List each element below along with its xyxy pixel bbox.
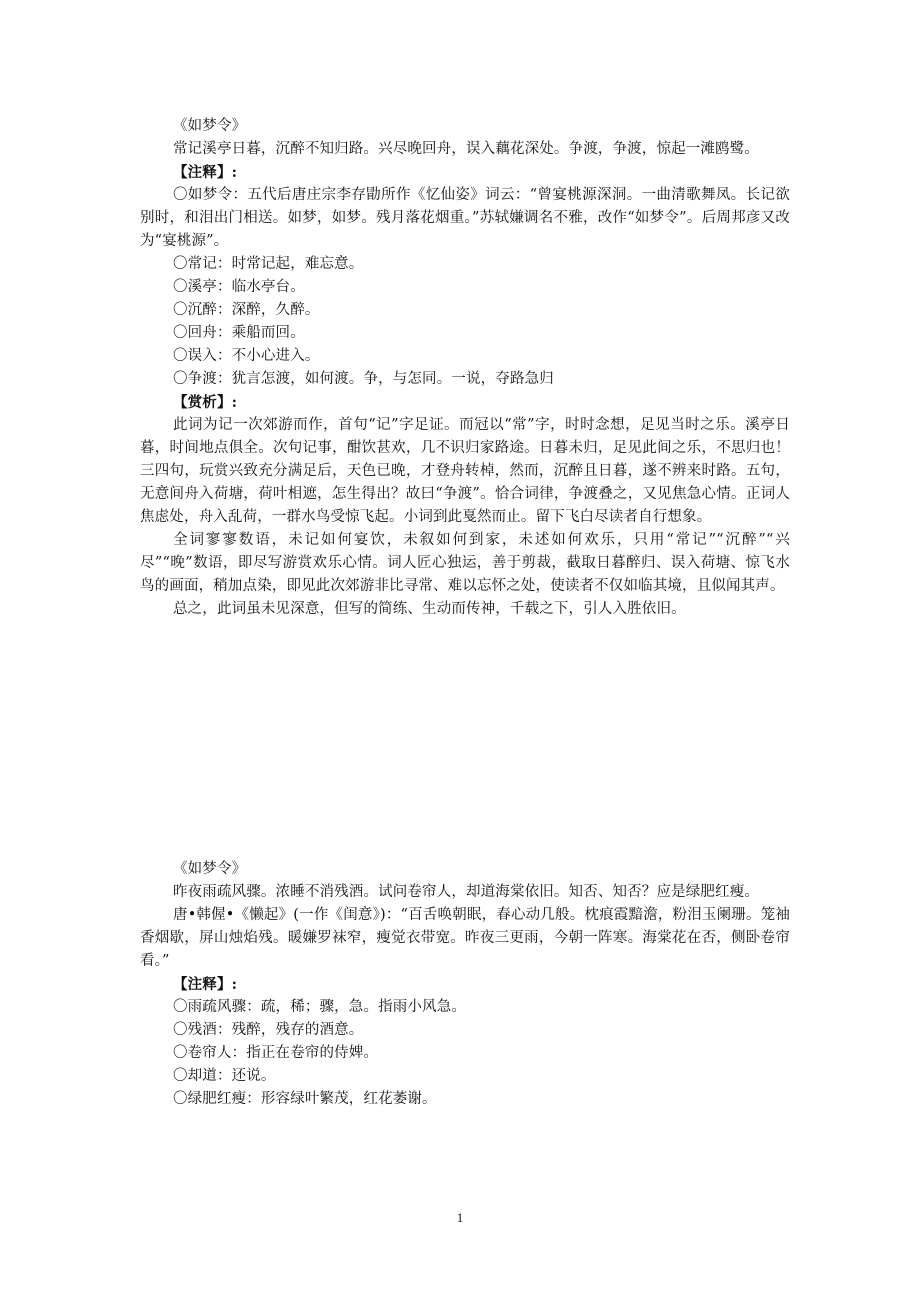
note-item: 〇如梦令：五代后唐庄宗李存勖所作《忆仙姿》词云：“曾宴桃源深洞。一曲清歌舞凤。长记欲别时，和泪出门相送。如梦，如梦。残月落花烟重。”苏轼嫌调名不雅，改作“如梦令”。后周邦彦又改为“宴桃源”。 <box>140 187 790 249</box>
analysis-paragraph: 此词为记一次郊游而作，首句“记”字足证。而冠以“常”字，时时念想，足见当时之乐。溪亭日暮，时间地点俱全。次句记事，酣饮甚欢，几不识归家路途。日暮未归，足见此间之乐，不思归也！三四句，玩赏兴致充分满足后，天色已晚，才登舟转棹，然而，沉醉且日暮，遂不辨来时路。五句，无意间舟入荷塘，荷叶相遮，怎生得出？故曰“争渡”。恰合词律，争渡叠之，又见焦急心情。正词人焦虑处，舟入乱荷，一群水鸟受惊飞起。小词到此戛然而止。留下飞白尽读者自行想象。 <box>140 417 790 525</box>
section-2 <box>140 858 790 1111</box>
note-item: 〇绿肥红瘦：形容绿叶繁茂，红花萎谢。 <box>173 1091 437 1107</box>
notes-heading: 【注释】: <box>173 976 238 993</box>
note-item: 〇误入：不小心进入。 <box>173 348 320 364</box>
note-item: 〇却道：还说。 <box>173 1068 276 1084</box>
note-item: 〇沉醉：深醉，久醉。 <box>173 302 320 318</box>
poem-text: 昨夜雨疏风骤。浓睡不消残酒。试问卷帘人，却道海棠依旧。知否、知否？应是绿肥红瘦。 <box>173 884 759 900</box>
analysis-paragraph: 全词寥寥数语，未记如何宴饮，未叙如何到家，未述如何欢乐，只用“常记”“沉醉”“兴尽”“晚”数语，即尽写游赏欢乐心情。词人匠心独运，善于剪裁，截取日暮醉归、误入荷塘、惊飞水鸟的画面，稍加点染，即见此次郊游非比寻常、难以忘怀之处，使读者不仅如临其境，且似闻其声。 <box>140 532 790 594</box>
section-1 <box>140 115 790 621</box>
poem-title: 《如梦令》 <box>173 118 247 134</box>
note-item: 〇残酒：残醉，残存的酒意。 <box>173 1022 364 1038</box>
note-item: 〇回舟：乘船而回。 <box>173 325 305 341</box>
reference-poem: 唐•韩偓•《懒起》(一作《闺意》)：“百舌唤朝眠，春心动几般。枕痕霞黯澹，粉泪玉阑珊。笼袖香烟歇，屏山烛焰残。暖嫌罗袜窄，瘦觉衣带宽。昨夜三更雨，今朝一阵寒。海棠花在否，侧卧卷帘看。” <box>140 907 790 969</box>
note-item: 〇争渡：犹言怎渡，如何渡。争，与怎同。一说，夺路急归 <box>173 371 554 387</box>
note-item: 〇溪亭：临水亭台。 <box>173 279 305 295</box>
analysis-heading: 【赏析】: <box>173 394 238 411</box>
note-item: 〇卷帘人：指正在卷帘的侍婢。 <box>173 1045 379 1061</box>
poem-text: 常记溪亭日暮，沉醉不知归路。兴尽晚回舟，误入藕花深处。争渡，争渡，惊起一滩鸥鹭。 <box>173 141 759 157</box>
analysis-paragraph: 总之，此词虽未见深意，但写的简练、生动而传神，千载之下，引人入胜依旧。 <box>173 601 686 617</box>
poem-title: 《如梦令》 <box>173 861 247 877</box>
note-item: 〇常记：时常记起，难忘意。 <box>173 256 364 272</box>
notes-heading: 【注释】: <box>173 164 238 181</box>
note-item: 〇雨疏风骤：疏，稀；骤，急。指雨小风急。 <box>173 999 466 1015</box>
page-number: 1 <box>456 1210 464 1225</box>
